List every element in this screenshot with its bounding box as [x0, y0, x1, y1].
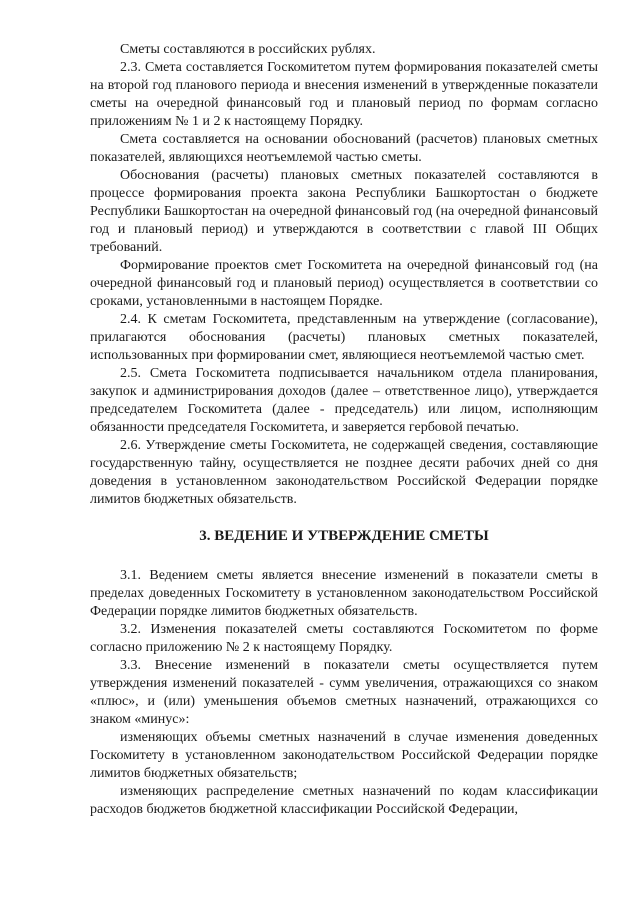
paragraph-basis: Смета составляется на основании обоснований (расчетов) плановых сметных показателей, являющихся неотъемлемой частью сметы. — [90, 132, 598, 165]
paragraph-currency: Сметы составляются в российских рублях. — [120, 42, 376, 57]
paragraph-3-2: 3.2. Изменения показателей сметы составляются Госкомитетом по форме согласно приложению № 2 к настоящему Порядку. — [90, 622, 598, 655]
document-body — [90, 41, 598, 819]
section-heading: 3. ВЕДЕНИЕ И УТВЕРЖДЕНИЕ СМЕТЫ — [199, 528, 489, 544]
paragraph-2-4: 2.4. К сметам Госкомитета, представленным на утверждение (согласование), прилагаются обоснования (расчеты) плановых сметных показателей, использованных при формировании смет, являющиеся неотъемлемой частью смет. — [90, 312, 598, 363]
paragraph-3-1: 3.1. Ведением сметы является внесение изменений в показатели сметы в пределах доведенных Госкомитету в установленном законодательством Российской Федерации порядке лимитов бюджетных обязательств. — [90, 568, 598, 619]
paragraph-2-6: 2.6. Утверждение сметы Госкомитета, не содержащей сведения, составляющие государственную тайну, осуществляется не позднее десяти рабочих дней со дня доведения в установленном законодательством Российской Федерации порядке лимитов бюджетных обязательств. — [90, 438, 598, 507]
paragraph-3-3: 3.3. Внесение изменений в показатели сметы осуществляется путем утверждения изменений показателей - сумм увеличения, отражающихся со знаком «плюс», и (или) уменьшения объемов сметных назначений, отражающихся со знаком «минус»: — [90, 658, 598, 727]
paragraph-distribution-change: изменяющих распределение сметных назначений по кодам классификации расходов бюджетов бюджетной классификации Российской Федерации, — [90, 784, 598, 817]
paragraph-2-3: 2.3. Смета составляется Госкомитетом путем формирования показателей сметы на второй год планового периода и внесения изменений в утвержденные показатели сметы на очередной финансовый год и плановый период по формам согласно приложениям № 1 и 2 к настоящему Порядку. — [90, 60, 598, 129]
paragraph-limits-change: изменяющих объемы сметных назначений в случае изменения доведенных Госкомитету в установленном законодательством Российской Федерации порядке лимитов бюджетных обязательств; — [90, 730, 598, 781]
paragraph-formation: Формирование проектов смет Госкомитета на очередной финансовый год (на очередной финансовый год и плановый период) осуществляется в соответствии со сроками, установленными в настоящем Порядке. — [90, 258, 598, 309]
paragraph-justifications: Обоснования (расчеты) плановых сметных показателей составляются в процессе формирования проекта закона Республики Башкортостан о бюджете Республики Башкортостан на очередной финансовый год (на очередной финансовый год и плановый период) и утверждаются в соответствии с главой III Общих требований. — [90, 168, 598, 255]
paragraph-2-5: 2.5. Смета Госкомитета подписывается начальником отдела планирования, закупок и администрирования доходов (далее – ответственное лицо), утверждается председателем Госкомитета (далее - председатель) или лицом, исполняющим обязанности председателя Госкомитета, и заверяется гербовой печатью. — [90, 366, 598, 435]
